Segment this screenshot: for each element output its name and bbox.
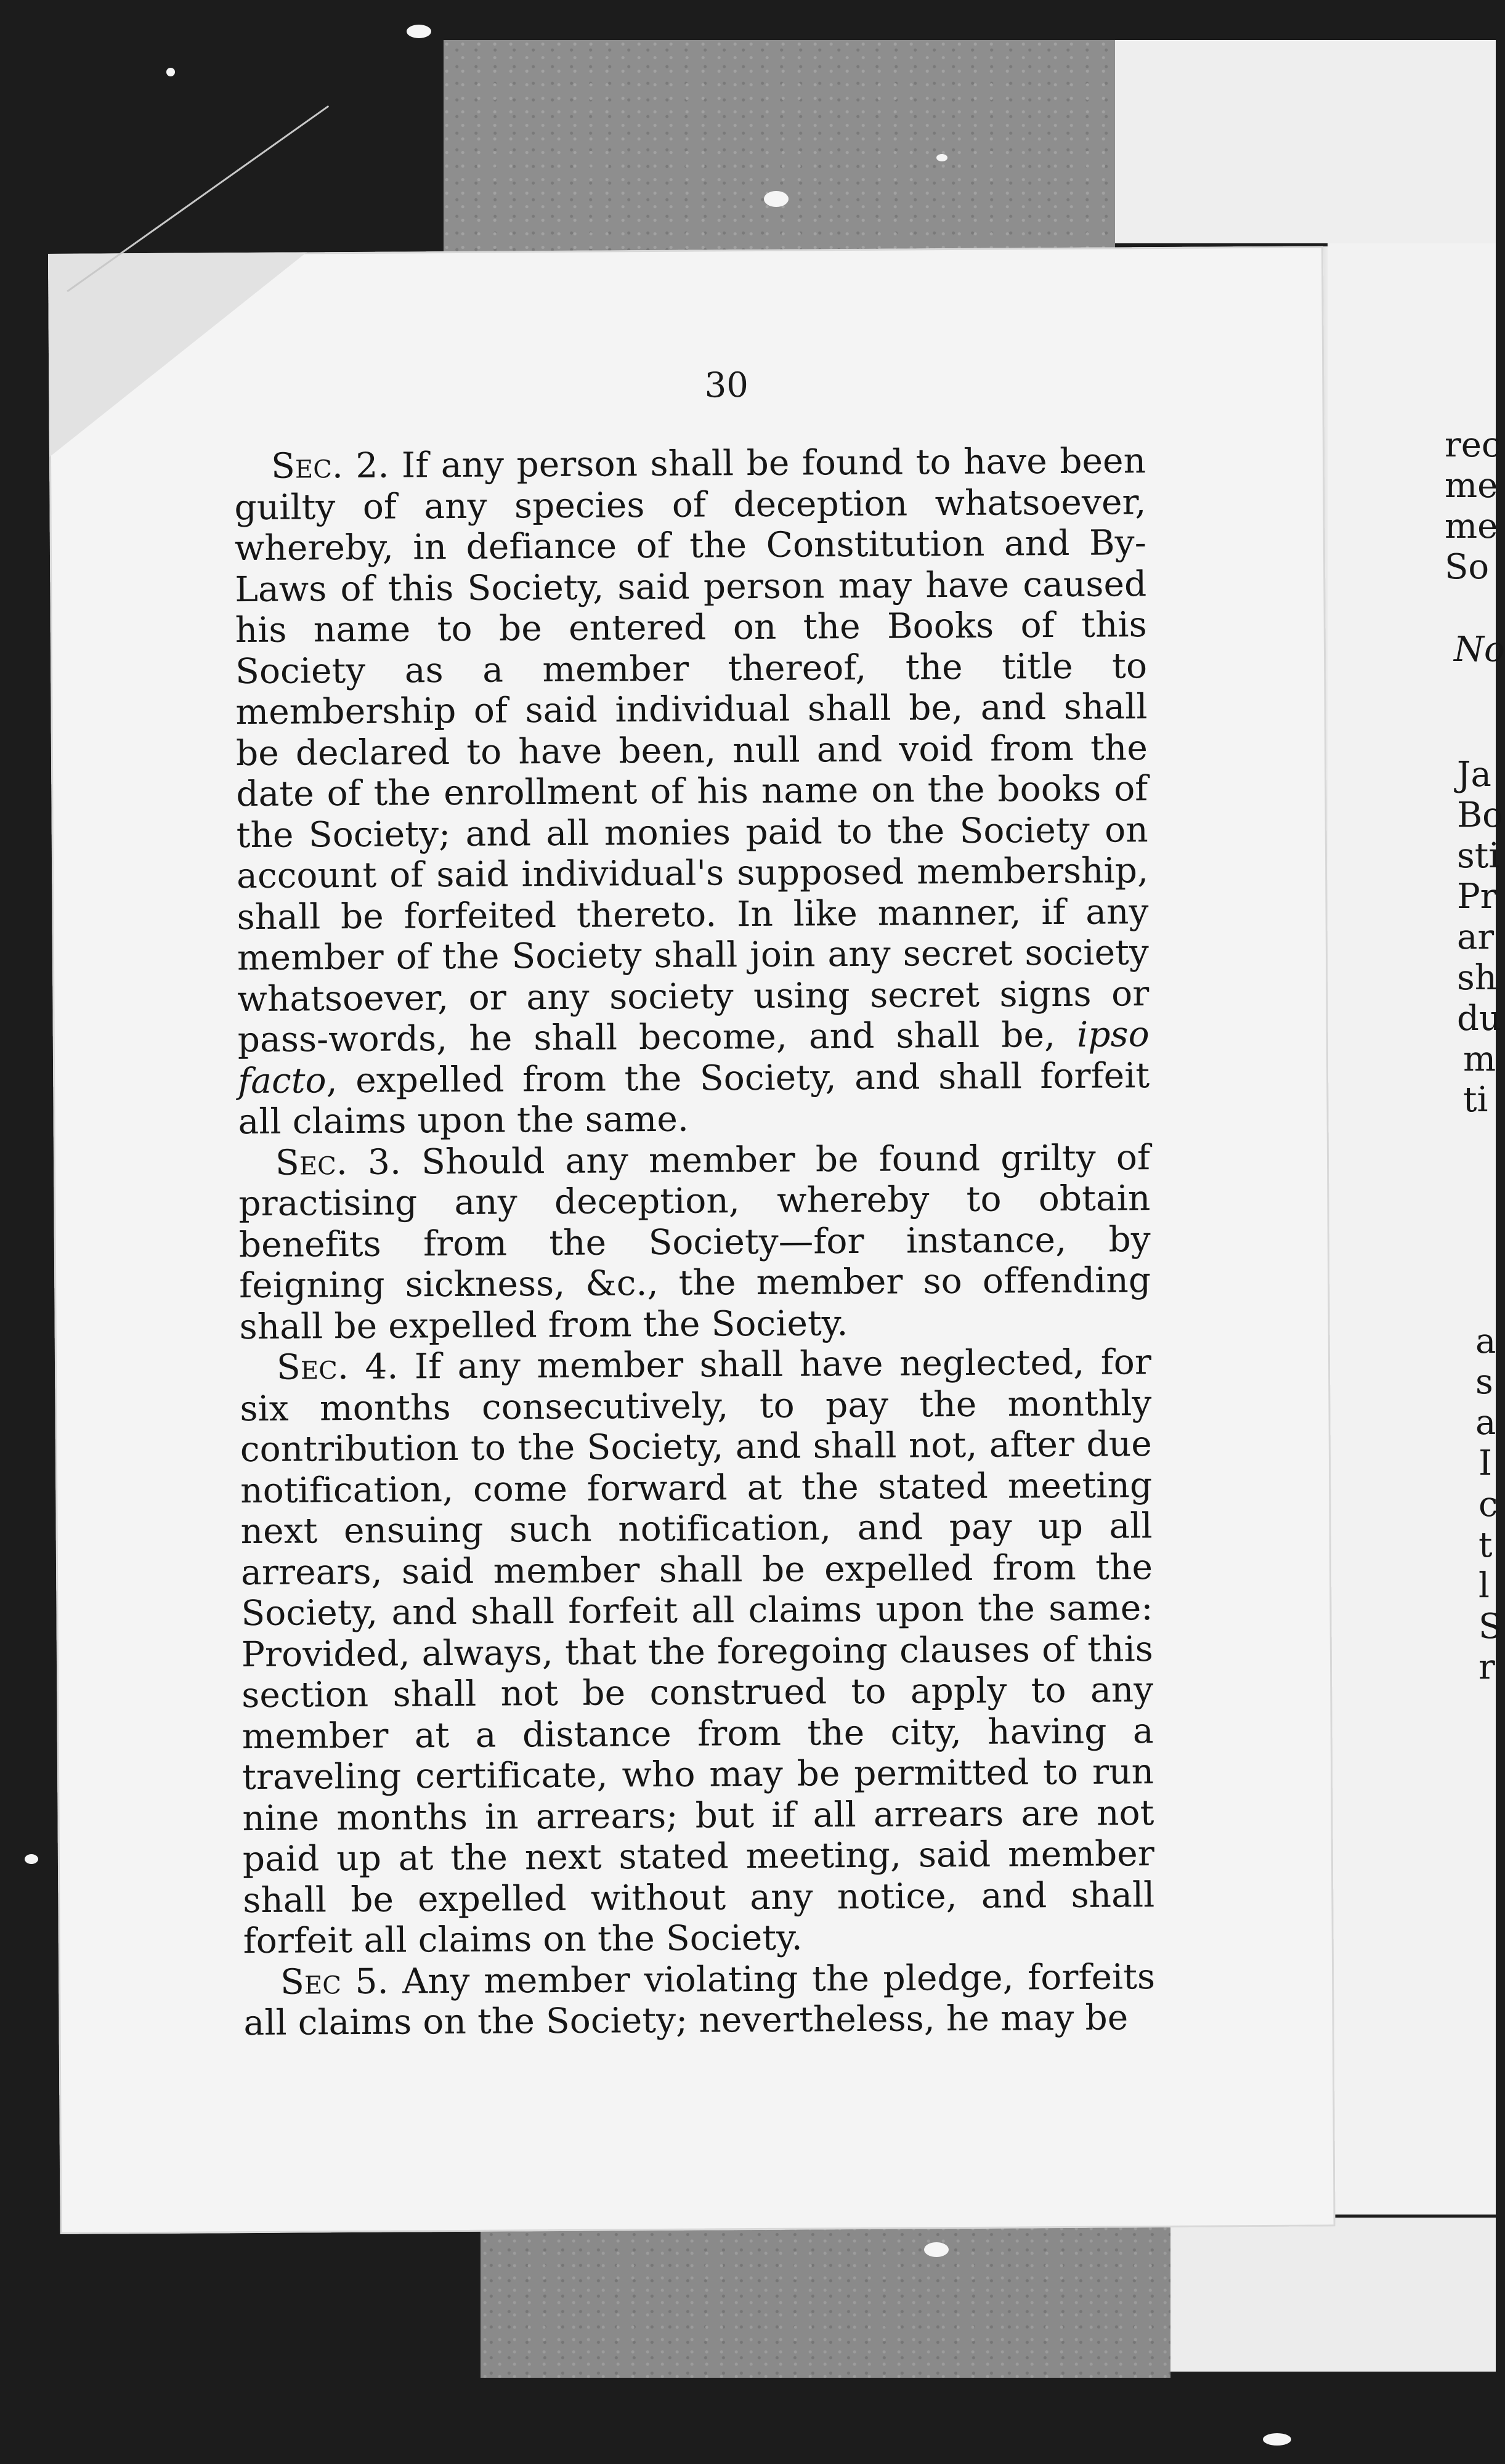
dust-speck xyxy=(764,191,789,207)
dust-speck xyxy=(924,2242,949,2257)
page-number: 30 xyxy=(704,365,749,406)
paragraph-text: If any person shall be found to have been guilty of any species of deception whatsoever, whereby, in defiance of the Constitution and By-Laws of this Society, said person may have caused his name to be entered on the Books of this Society as a member thereof, the title to membership of said individual shall be, and shall be declared to have been, null and void from the date of the enrollment of his name on the books of the Society; and all monies paid to the Society on account of said individual's supposed membership, shall be forfeited thereto. In like manner, if any member of the Society shall join any secret society whatsoever, or any society using secret signs or pass-words, he shall become, and shall be, xyxy=(234,441,1150,1061)
paragraph-text: If any member shall have neglected, for six months consecutively, to pay the monthly contribution to the Society, and shall not, after due notification, come forward at the stated meeting next ensuing such notification, and pay up all arrears, said member shall be expelled from the Society, and shall forfeit all claims upon the same: Provided, always, that the foregoing clauses of this section shall not be construed to apply to any member at a distance from the city, having a traveling certificate, who may be permitted to run nine months in arrears; but if all arrears are not paid up at the next stated meeting, said member shall be expelled without any notice, and shall forfeit all claims on the Society. xyxy=(240,1342,1155,1962)
dust-speck xyxy=(1263,2433,1291,2446)
dust-speck xyxy=(25,1854,38,1864)
dust-speck xyxy=(407,25,431,38)
background-board-bottom xyxy=(481,2224,1170,2378)
right-page-fragment: s xyxy=(1475,1362,1493,1402)
right-page-fragment: No xyxy=(1454,630,1505,670)
left-page xyxy=(48,246,1336,2234)
right-page-fragment: m xyxy=(1463,1039,1496,1079)
right-page-fragment: l xyxy=(1479,1566,1490,1606)
right-page-fragment: Bo xyxy=(1457,795,1503,835)
body-text xyxy=(234,441,1156,2044)
section-label: Sec. 4. xyxy=(276,1347,399,1388)
section-2-paragraph xyxy=(234,441,1150,1143)
paragraph-text: Any member violating the pledge, forfeits all claims on the Society; nevertheless, he may be xyxy=(243,1956,1156,2044)
right-page-fragment: Pr xyxy=(1457,877,1497,917)
right-page-fragment: a xyxy=(1475,1321,1496,1361)
section-4-paragraph xyxy=(240,1342,1155,1963)
right-page-fragment: t xyxy=(1479,1525,1493,1565)
dust-speck xyxy=(936,154,947,161)
paragraph-text: Should any member be found grilty of practising any deception, whereby to obtain benefits from the Society—for instance, by feigning sickness, &c., the member so offending shall be expelled from the Society. xyxy=(238,1137,1151,1347)
right-page-fragment: a xyxy=(1475,1403,1496,1443)
section-5-paragraph xyxy=(243,1957,1156,2045)
right-page-fragment: So xyxy=(1445,547,1490,587)
section-3-paragraph xyxy=(238,1138,1151,1348)
folded-corner xyxy=(48,252,308,457)
right-page-fragment: ti xyxy=(1463,1080,1488,1120)
right-page-fragment: Ja xyxy=(1457,755,1491,795)
section-label: Sec 5. xyxy=(280,1961,389,2003)
right-page-fragment: c xyxy=(1479,1485,1498,1525)
background-paper-bottom xyxy=(1170,2218,1496,2372)
right-page-fragment: sti xyxy=(1457,836,1500,876)
dust-speck xyxy=(166,68,175,76)
background-paper-top xyxy=(1115,40,1496,243)
right-page-fragment: rec xyxy=(1445,425,1501,465)
right-page-fragment: I xyxy=(1479,1443,1493,1483)
italic-phrase: ipso facto xyxy=(238,1015,1150,1101)
section-label: Sec. 2. xyxy=(270,445,389,487)
right-page-fragment: me xyxy=(1445,506,1498,546)
background-board-top xyxy=(444,40,1115,262)
section-label: Sec. 3. xyxy=(275,1142,402,1183)
right-page-fragment: sh xyxy=(1457,958,1497,998)
right-page-fragment: r xyxy=(1479,1647,1495,1687)
right-page-fragment: S xyxy=(1479,1607,1503,1647)
paragraph-text-continued: , expelled from the Society, and shall forfeit all claims upon the same. xyxy=(238,1055,1150,1143)
right-page-fragment: ar xyxy=(1457,917,1495,957)
right-page-fragment: du xyxy=(1457,999,1501,1039)
right-page-fragment: me xyxy=(1445,466,1498,506)
